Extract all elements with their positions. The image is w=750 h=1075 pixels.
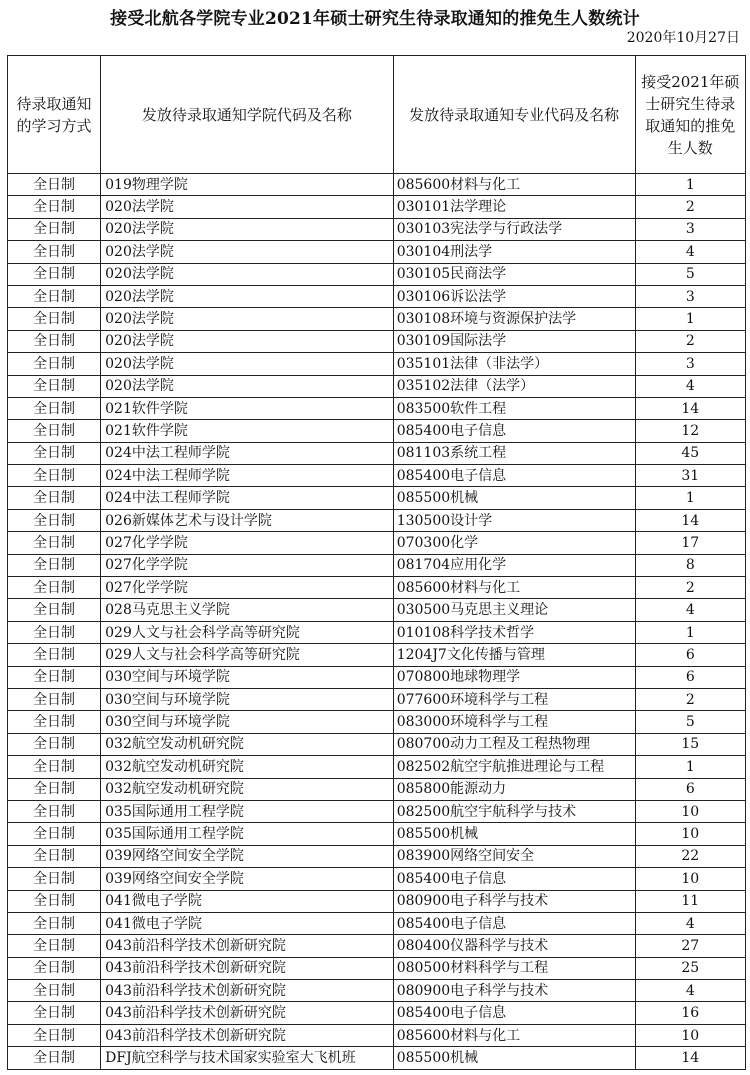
table-row (8, 800, 746, 822)
header-major: 发放待录取通知专业代码及名称 (393, 56, 635, 174)
table-row (8, 465, 746, 487)
table-row (8, 218, 746, 240)
cell-count: 4 (635, 375, 745, 397)
cell-major: 030103宪法学与行政法学 (393, 218, 635, 240)
cell-study-mode: 全日制 (8, 845, 101, 867)
cell-study-mode: 全日制 (8, 644, 101, 666)
table-row (8, 397, 746, 419)
cell-study-mode: 全日制 (8, 174, 101, 196)
cell-major: 085500机械 (393, 487, 635, 509)
cell-school: 020法学院 (101, 263, 394, 285)
cell-count: 17 (635, 532, 745, 554)
cell-major: 081103系统工程 (393, 442, 635, 464)
cell-school: 020法学院 (101, 285, 394, 307)
table-body (8, 174, 746, 1070)
cell-count: 27 (635, 935, 745, 957)
cell-count: 3 (635, 353, 745, 375)
cell-study-mode: 全日制 (8, 1024, 101, 1046)
cell-major: 085500机械 (393, 1047, 635, 1069)
table-row (8, 375, 746, 397)
cell-count: 11 (635, 890, 745, 912)
cell-major: 083900网络空间安全 (393, 845, 635, 867)
cell-study-mode: 全日制 (8, 823, 101, 845)
table-row (8, 644, 746, 666)
cell-school: 029人文与社会科学高等研究院 (101, 644, 394, 666)
table-row (8, 196, 746, 218)
cell-study-mode: 全日制 (8, 218, 101, 240)
table-row (8, 935, 746, 957)
table-row (8, 174, 746, 196)
table-row (8, 285, 746, 307)
table-row (8, 1024, 746, 1046)
table-row (8, 733, 746, 755)
cell-study-mode: 全日制 (8, 621, 101, 643)
cell-count: 4 (635, 241, 745, 263)
cell-major: 083000环境科学与工程 (393, 711, 635, 733)
cell-study-mode: 全日制 (8, 711, 101, 733)
cell-major: 030105民商法学 (393, 263, 635, 285)
cell-school: 043前沿科学技术创新研究院 (101, 980, 394, 1002)
cell-count: 4 (635, 599, 745, 621)
table-row (8, 756, 746, 778)
cell-school: 043前沿科学技术创新研究院 (101, 1024, 394, 1046)
cell-major: 1204J7文化传播与管理 (393, 644, 635, 666)
cell-major: 082502航空宇航推进理论与工程 (393, 756, 635, 778)
cell-school: 030空间与环境学院 (101, 666, 394, 688)
statistics-table (7, 55, 746, 1070)
cell-study-mode: 全日制 (8, 868, 101, 890)
table-row (8, 912, 746, 934)
cell-study-mode: 全日制 (8, 800, 101, 822)
table-row (8, 263, 746, 285)
cell-school: 020法学院 (101, 330, 394, 352)
table-row (8, 577, 746, 599)
cell-study-mode: 全日制 (8, 1047, 101, 1069)
cell-study-mode: 全日制 (8, 957, 101, 979)
cell-count: 2 (635, 196, 745, 218)
cell-count: 2 (635, 330, 745, 352)
header-school: 发放待录取通知学院代码及名称 (101, 56, 394, 174)
table-row (8, 845, 746, 867)
table-row (8, 509, 746, 531)
cell-study-mode: 全日制 (8, 330, 101, 352)
table-row (8, 532, 746, 554)
cell-count: 1 (635, 174, 745, 196)
cell-school: 041微电子学院 (101, 890, 394, 912)
cell-study-mode: 全日制 (8, 263, 101, 285)
cell-count: 4 (635, 980, 745, 1002)
cell-major: 030106诉讼法学 (393, 285, 635, 307)
cell-school: 027化学学院 (101, 554, 394, 576)
cell-school: 041微电子学院 (101, 912, 394, 934)
cell-school: 024中法工程师学院 (101, 442, 394, 464)
table-row (8, 487, 746, 509)
cell-count: 14 (635, 1047, 745, 1069)
cell-count: 8 (635, 554, 745, 576)
cell-study-mode: 全日制 (8, 397, 101, 419)
cell-count: 4 (635, 912, 745, 934)
cell-count: 2 (635, 577, 745, 599)
cell-study-mode: 全日制 (8, 241, 101, 263)
cell-major: 030108环境与资源保护法学 (393, 308, 635, 330)
cell-count: 5 (635, 263, 745, 285)
cell-study-mode: 全日制 (8, 1002, 101, 1024)
cell-count: 6 (635, 666, 745, 688)
cell-major: 085400电子信息 (393, 465, 635, 487)
cell-study-mode: 全日制 (8, 487, 101, 509)
report-date: 2020年10月27日 (626, 30, 740, 46)
cell-school: 021软件学院 (101, 397, 394, 419)
cell-count: 1 (635, 756, 745, 778)
cell-school: 020法学院 (101, 375, 394, 397)
table-row (8, 621, 746, 643)
cell-major: 070800地球物理学 (393, 666, 635, 688)
cell-count: 1 (635, 621, 745, 643)
cell-study-mode: 全日制 (8, 912, 101, 934)
cell-study-mode: 全日制 (8, 532, 101, 554)
cell-school: 043前沿科学技术创新研究院 (101, 957, 394, 979)
header-count: 接受2021年硕士研究生待录取通知的推免生人数 (635, 56, 745, 174)
table-row (8, 1002, 746, 1024)
cell-major: 081704应用化学 (393, 554, 635, 576)
cell-major: 030101法学理论 (393, 196, 635, 218)
cell-school: 035国际通用工程学院 (101, 800, 394, 822)
table-row (8, 778, 746, 800)
table-row (8, 442, 746, 464)
cell-school: 030空间与环境学院 (101, 711, 394, 733)
cell-count: 16 (635, 1002, 745, 1024)
cell-study-mode: 全日制 (8, 196, 101, 218)
table-row (8, 868, 746, 890)
table-row (8, 330, 746, 352)
cell-school: 029人文与社会科学高等研究院 (101, 621, 394, 643)
cell-study-mode: 全日制 (8, 420, 101, 442)
table-row (8, 554, 746, 576)
table-row (8, 890, 746, 912)
cell-major: 085400电子信息 (393, 1002, 635, 1024)
cell-major: 080900电子科学与技术 (393, 980, 635, 1002)
cell-major: 035101法律（非法学） (393, 353, 635, 375)
cell-study-mode: 全日制 (8, 285, 101, 307)
cell-count: 14 (635, 397, 745, 419)
cell-major: 080700动力工程及工程热物理 (393, 733, 635, 755)
table-row (8, 353, 746, 375)
table-row (8, 1047, 746, 1069)
cell-school: 043前沿科学技术创新研究院 (101, 935, 394, 957)
table-row (8, 599, 746, 621)
cell-major: 085400电子信息 (393, 868, 635, 890)
cell-major: 130500设计学 (393, 509, 635, 531)
cell-major: 085600材料与化工 (393, 174, 635, 196)
cell-count: 5 (635, 711, 745, 733)
cell-major: 085400电子信息 (393, 420, 635, 442)
cell-major: 085800能源动力 (393, 778, 635, 800)
cell-school: 021软件学院 (101, 420, 394, 442)
cell-major: 085600材料与化工 (393, 1024, 635, 1046)
cell-study-mode: 全日制 (8, 778, 101, 800)
cell-count: 3 (635, 218, 745, 240)
cell-school: 028马克思主义学院 (101, 599, 394, 621)
cell-major: 035102法律（法学） (393, 375, 635, 397)
cell-school: 032航空发动机研究院 (101, 733, 394, 755)
cell-count: 12 (635, 420, 745, 442)
cell-count: 10 (635, 800, 745, 822)
table-header-row (8, 56, 746, 174)
cell-school: 019物理学院 (101, 174, 394, 196)
cell-major: 010108科学技术哲学 (393, 621, 635, 643)
table-row (8, 420, 746, 442)
cell-count: 22 (635, 845, 745, 867)
cell-study-mode: 全日制 (8, 375, 101, 397)
cell-school: 026新媒体艺术与设计学院 (101, 509, 394, 531)
cell-school: 027化学学院 (101, 532, 394, 554)
cell-major: 082500航空宇航科学与技术 (393, 800, 635, 822)
cell-major: 080500材料科学与工程 (393, 957, 635, 979)
cell-school: 030空间与环境学院 (101, 688, 394, 710)
table-row (8, 980, 746, 1002)
cell-major: 077600环境科学与工程 (393, 688, 635, 710)
cell-study-mode: 全日制 (8, 353, 101, 375)
cell-study-mode: 全日制 (8, 733, 101, 755)
cell-study-mode: 全日制 (8, 554, 101, 576)
cell-study-mode: 全日制 (8, 890, 101, 912)
cell-major: 030500马克思主义理论 (393, 599, 635, 621)
cell-count: 45 (635, 442, 745, 464)
cell-school: 039网络空间安全学院 (101, 868, 394, 890)
cell-major: 030104刑法学 (393, 241, 635, 263)
cell-study-mode: 全日制 (8, 980, 101, 1002)
cell-school: 020法学院 (101, 353, 394, 375)
cell-study-mode: 全日制 (8, 442, 101, 464)
cell-count: 1 (635, 487, 745, 509)
cell-school: 020法学院 (101, 241, 394, 263)
table-row (8, 666, 746, 688)
cell-school: 020法学院 (101, 308, 394, 330)
cell-school: 032航空发动机研究院 (101, 778, 394, 800)
cell-count: 15 (635, 733, 745, 755)
cell-school: DFJ航空科学与技术国家实验室大飞机班 (101, 1047, 394, 1069)
cell-count: 10 (635, 823, 745, 845)
cell-major: 085400电子信息 (393, 912, 635, 934)
cell-study-mode: 全日制 (8, 756, 101, 778)
cell-study-mode: 全日制 (8, 308, 101, 330)
cell-study-mode: 全日制 (8, 465, 101, 487)
cell-school: 020法学院 (101, 196, 394, 218)
table-row (8, 308, 746, 330)
cell-major: 085500机械 (393, 823, 635, 845)
cell-study-mode: 全日制 (8, 935, 101, 957)
cell-school: 027化学学院 (101, 577, 394, 599)
cell-major: 085600材料与化工 (393, 577, 635, 599)
cell-school: 024中法工程师学院 (101, 465, 394, 487)
cell-study-mode: 全日制 (8, 666, 101, 688)
cell-major: 080400仪器科学与技术 (393, 935, 635, 957)
table-row (8, 711, 746, 733)
cell-count: 14 (635, 509, 745, 531)
table-row (8, 957, 746, 979)
cell-major: 083500软件工程 (393, 397, 635, 419)
header-study-mode: 待录取通知的学习方式 (8, 56, 101, 174)
cell-school: 032航空发动机研究院 (101, 756, 394, 778)
cell-count: 6 (635, 644, 745, 666)
cell-school: 024中法工程师学院 (101, 487, 394, 509)
cell-major: 080900电子科学与技术 (393, 890, 635, 912)
cell-school: 035国际通用工程学院 (101, 823, 394, 845)
cell-count: 6 (635, 778, 745, 800)
cell-major: 070300化学 (393, 532, 635, 554)
cell-count: 25 (635, 957, 745, 979)
cell-study-mode: 全日制 (8, 688, 101, 710)
cell-study-mode: 全日制 (8, 599, 101, 621)
table-row (8, 823, 746, 845)
cell-count: 31 (635, 465, 745, 487)
cell-count: 10 (635, 868, 745, 890)
cell-school: 020法学院 (101, 218, 394, 240)
cell-count: 10 (635, 1024, 745, 1046)
cell-study-mode: 全日制 (8, 577, 101, 599)
cell-study-mode: 全日制 (8, 509, 101, 531)
cell-school: 043前沿科学技术创新研究院 (101, 1002, 394, 1024)
table-row (8, 688, 746, 710)
page-title: 接受北航各学院专业2021年硕士研究生待录取通知的推免生人数统计 (110, 9, 640, 29)
cell-count: 1 (635, 308, 745, 330)
cell-major: 030109国际法学 (393, 330, 635, 352)
cell-count: 3 (635, 285, 745, 307)
table-row (8, 241, 746, 263)
cell-count: 2 (635, 688, 745, 710)
cell-school: 039网络空间安全学院 (101, 845, 394, 867)
